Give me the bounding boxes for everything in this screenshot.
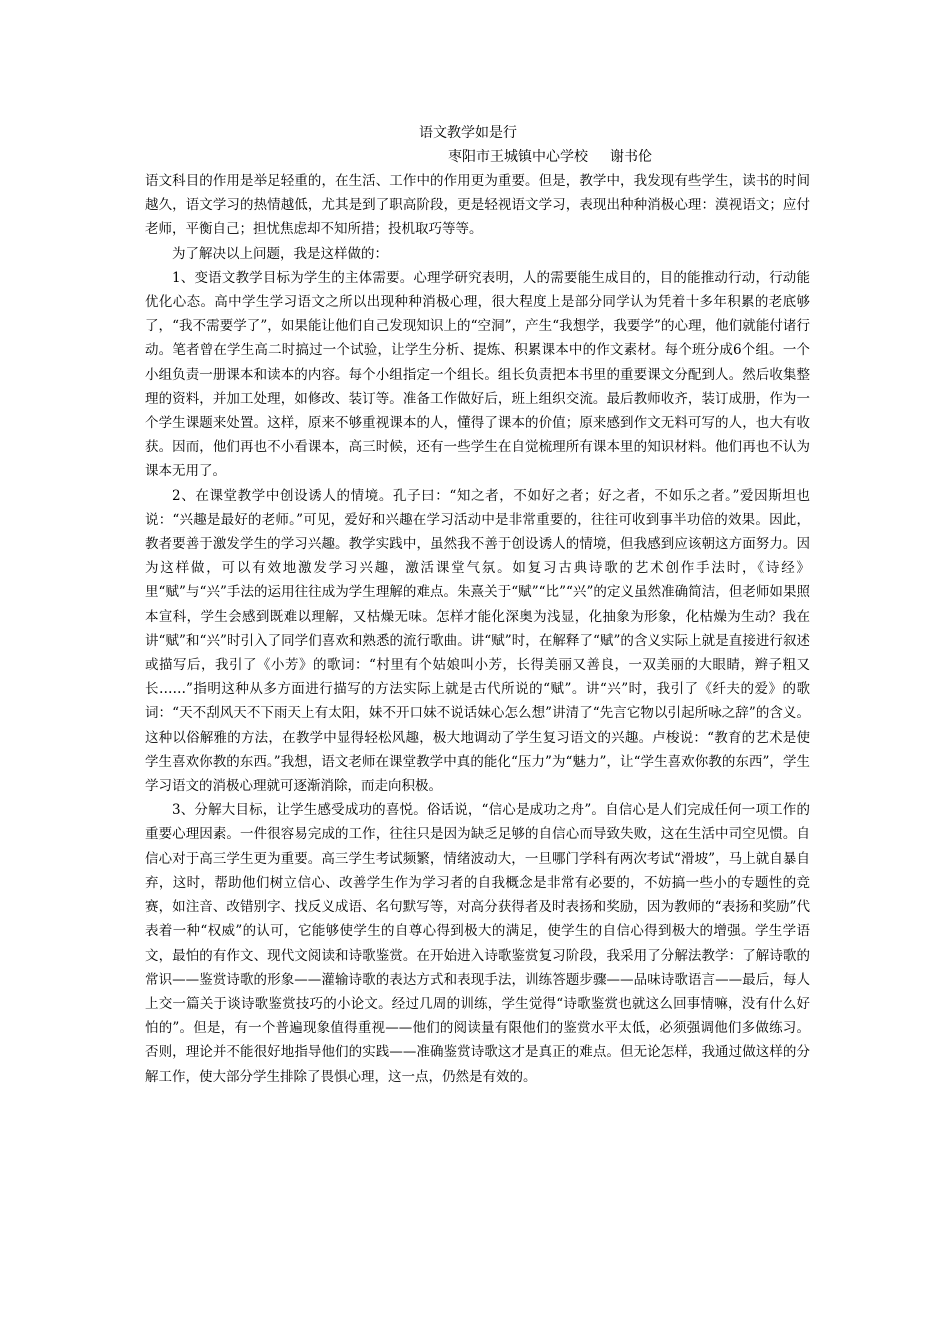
byline	[448, 145, 810, 169]
paragraph-intro: 语文科目的作用是举足轻重的，在生活、工作中的作用更为重要。但是，教学中，我发现有些学生，读书的时间越久，语文学习的热情越低，尤其是到了职高阶段，更是轻视语文学习，表现出种种消极心理：漠视语文；应付老师，平衡自己；担忧焦虑却不知所措；投机取巧等等。	[145, 173, 810, 238]
school-name: 枣阳市王城镇中心学校	[448, 149, 588, 165]
paragraph-point-3: 3、分解大目标，让学生感受成功的喜悦。俗话说，“信心是成功之舟”。自信心是人们完成任何一项工作的重要心理因素。一件很容易完成的工作，往往只是因为缺乏足够的自信心而导致失败，这在生活中司空见惯。自信心对于高三学生更为重要。高三学生考试频繁，情绪波动大，一旦哪门学科有两次考试“滑坡”，马上就自暴自弃，这时，帮助他们树立信心、改善学生作为学习者的自我概念是非常有必要的，不妨搞一些小的专题性的竞赛，如注音、改错别字、找反义成语、名句默写等，对高分获得者及时表扬和奖励，因为教师的“表扬和奖励”代表着一种“权威”的认可，它能够使学生的自尊心得到极大的满足，使学生的自信心得到极大的增强。学生学语文，最怕的有作文、现代文阅读和诗歌鉴赏。在开始进入诗歌鉴赏复习阶段，我采用了分解法教学：了解诗歌的常识——鉴赏诗歌的形象——灌输诗歌的表达方式和表现手法，训练答题步骤——品味诗歌语言——最后，每人上交一篇关于谈诗歌鉴赏技巧的小论文。经过几周的训练，学生觉得“诗歌鉴赏也就这么回事情嘛，没有什么好怕的”。但是，有一个普遍现象值得重视——他们的阅读量有限他们的鉴赏水平太低，必须强调他们多做练习。否则，理论并不能很好地指导他们的实践——准确鉴赏诗歌这才是真正的难点。但无论怎样，我通过做这样的分解工作，使大部分学生排除了畏惧心理，这一点，仍然是有效的。	[145, 802, 810, 1085]
paragraph-transition: 为了解决以上问题，我是这样做的：	[172, 245, 388, 262]
author-name: 谢书伦	[610, 149, 652, 165]
document-page	[145, 121, 810, 1089]
paragraph-point-1: 1、变语文教学目标为学生的主体需要。心理学研究表明，人的需要能生成目的，目的能推动行动，行动能优化心态。高中学生学习语文之所以出现种种消极心理，很大程度上是部分同学认为凭着十多年积累的老底够了，“我不需要学了”，如果能让他们自己发现知识上的“空洞”，产生“我想学，我要学”的心理，他们就能付诸行动。笔者曾在学生高二时搞过一个试验，让学生分析、提炼、积累课本中的作文素材。每个班分成6个组。一个小组负责一册课本和读本的内容。每个小组指定一个组长。组长负责把本书里的重要课文分配到人。然后收集整理的资料，并加工处理，如修改、装订等。准备工作做好后，班上组织交流。最后教师收齐，装订成册，作为一个学生课题来处置。这样，原来不够重视课本的人，懂得了课本的价值；原来感到作文无料可写的人，也大有收获。因而，他们再也不小看课本，高三时候，还有一些学生在自觉梳理所有课本里的知识材料。他们再也不认为课本无用了。	[145, 269, 810, 480]
document-title: 语文教学如是行	[419, 125, 517, 141]
paragraph-point-2: 2、在课堂教学中创设诱人的情境。孔子曰：“知之者，不如好之者；好之者，不如乐之者。”爱因斯坦也说：“兴趣是最好的老师。”可见，爱好和兴趣在学习活动中是非常重要的，往往可收到事半功倍的效果。因此，教者要善于激发学生的学习兴趣。教学实践中，虽然我不善于创设诱人的情境，但我感到应该朝这方面努力。因为这样做，可以有效地激发学习兴趣，激活课堂气氛。如复习古典诗歌的艺术创作手法时，《诗经》里“赋”与“兴”手法的运用往往成为学生理解的难点。朱熹关于“赋”“比”“兴”的定义虽然准确简洁，但老师如果照本宣科，学生会感到既难以理解，又枯燥无味。怎样才能化深奥为浅显，化抽象为形象，化枯燥为生动？我在讲“赋”和“兴”时引入了同学们喜欢和熟悉的流行歌曲。讲“赋”时，在解释了“赋”的含义实际上就是直接进行叙述或描写后，我引了《小芳》的歌词：“村里有个姑娘叫小芳，长得美丽又善良，一双美丽的大眼睛，辫子粗又长……”指明这种从多方面进行描写的方法实际上就是古代所说的“赋”。讲“兴”时，我引了《纤夫的爱》的歌词：“天不刮风天不下雨天上有太阳，妹不开口妹不说话妹心怎么想”讲清了“先言它物以引起所咏之辞”的含义。这种以俗解雅的方法，在教学中显得轻松风趣，极大地调动了学生复习语文的兴趣。卢梭说：“教育的艺术是使学生喜欢你教的东西。”我想，语文老师在课堂教学中真的能化“压力”为“魅力”，让“学生喜欢你教的东西”，学生学习语文的消极心理就可逐渐消除，而走向积极。	[145, 487, 810, 795]
